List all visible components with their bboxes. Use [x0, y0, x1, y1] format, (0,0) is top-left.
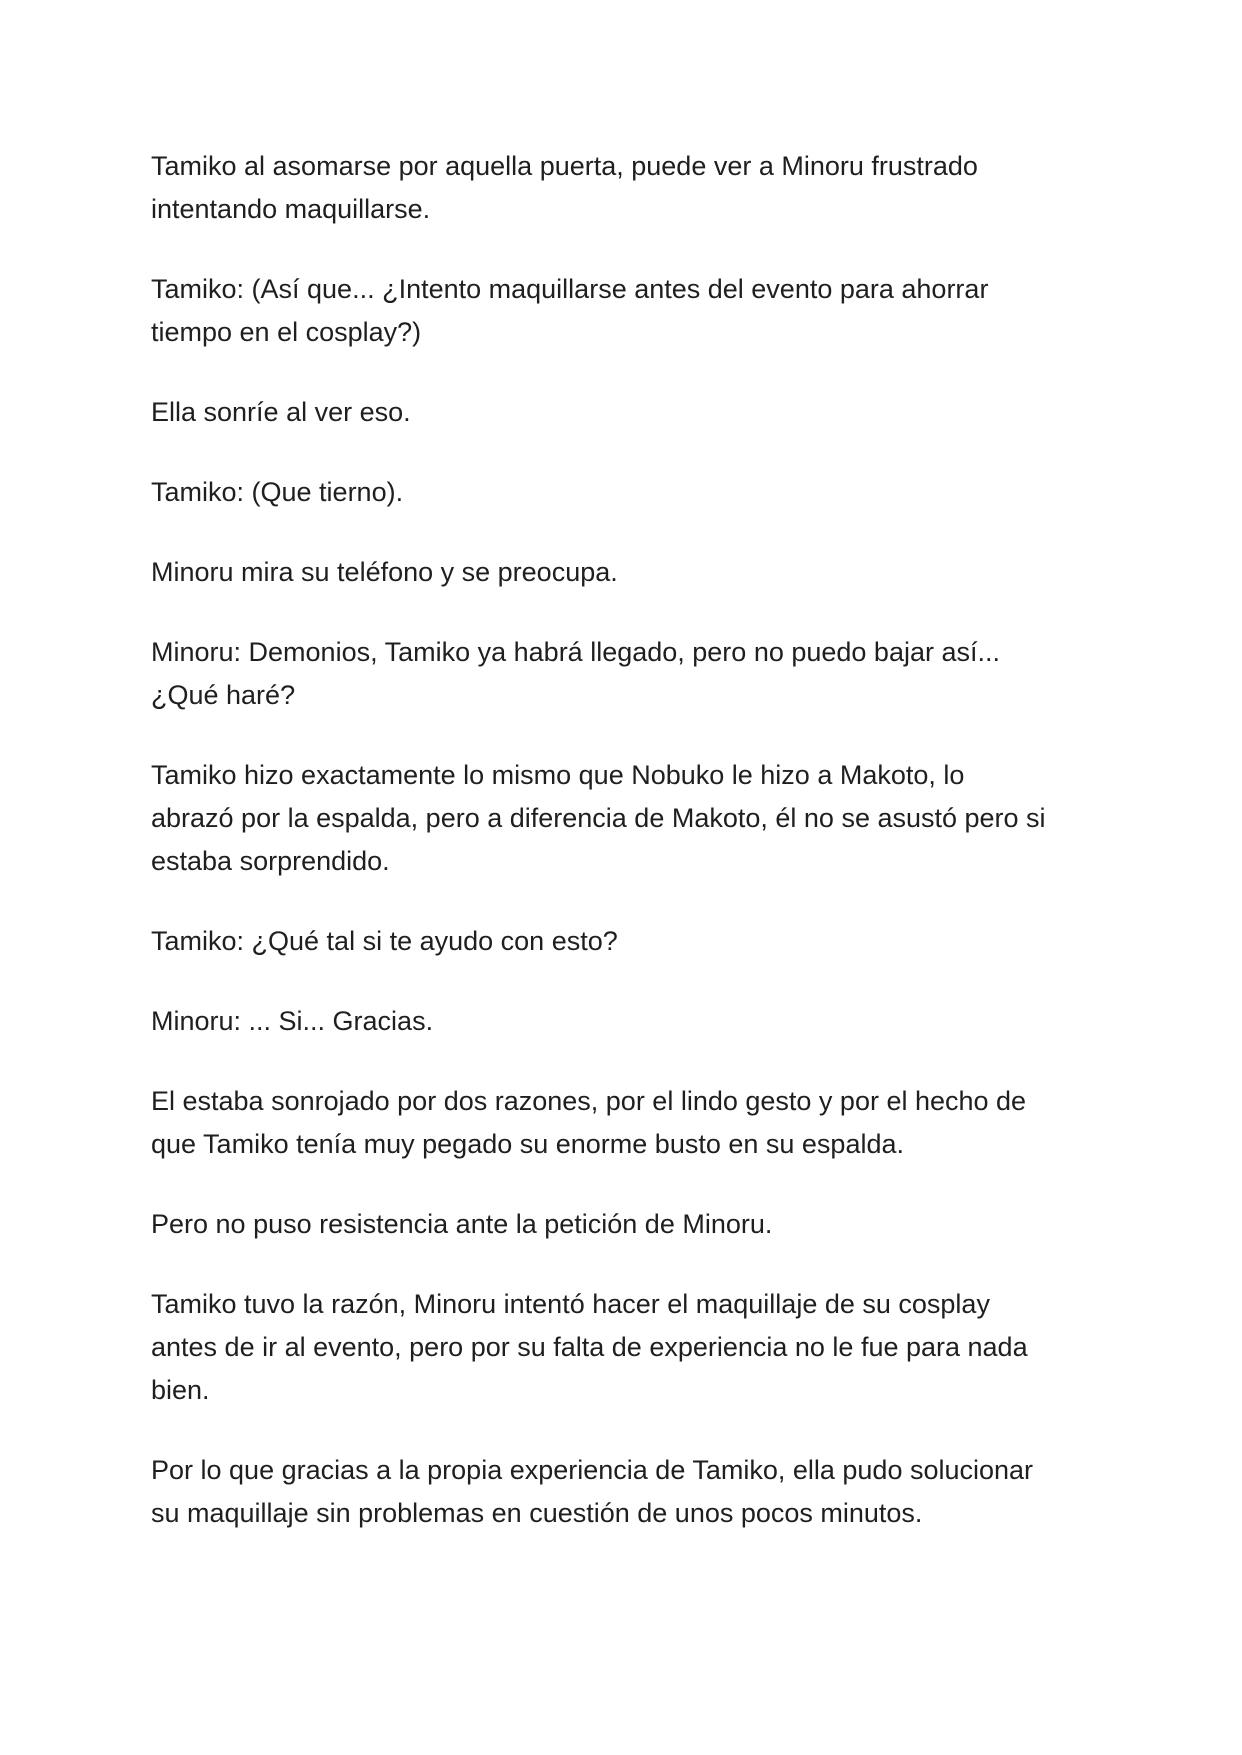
paragraph: Tamiko: (Que tierno). — [151, 477, 404, 507]
paragraph: Minoru: ... Si... Gracias. — [151, 1006, 434, 1036]
paragraph: El estaba sonrojado por dos razones, por el lindo gesto y por el hecho de que Tamiko tenía muy pegado su enorme busto en su espalda. — [151, 1086, 1027, 1159]
paragraph: Minoru mira su teléfono y se preocupa. — [151, 557, 618, 587]
paragraph: Tamiko: ¿Qué tal si te ayudo con esto? — [151, 926, 618, 956]
paragraph: Tamiko tuvo la razón, Minoru intentó hacer el maquillaje de su cosplay antes de ir al evento, pero por su falta de experiencia no le fue para nada bien. — [151, 1289, 1028, 1405]
paragraph: Tamiko al asomarse por aquella puerta, puede ver a Minoru frustrado intentando maquillarse. — [151, 151, 978, 224]
paragraph: Tamiko: (Así que... ¿Intento maquillarse antes del evento para ahorrar tiempo en el cosplay?) — [151, 274, 989, 347]
paragraph: Ella sonríe al ver eso. — [151, 397, 411, 427]
document-body — [151, 145, 1111, 1572]
paragraph: Por lo que gracias a la propia experiencia de Tamiko, ella pudo solucionar su maquillaje sin problemas en cuestión de unos pocos minutos. — [151, 1455, 1034, 1528]
paragraph: Pero no puso resistencia ante la petición de Minoru. — [151, 1209, 773, 1239]
paragraph: Minoru: Demonios, Tamiko ya habrá llegado, pero no puedo bajar así... ¿Qué haré? — [151, 637, 1000, 710]
paragraph: Tamiko hizo exactamente lo mismo que Nobuko le hizo a Makoto, lo abrazó por la espalda, pero a diferencia de Makoto, él no se asustó pero si estaba sorprendido. — [151, 760, 1046, 876]
